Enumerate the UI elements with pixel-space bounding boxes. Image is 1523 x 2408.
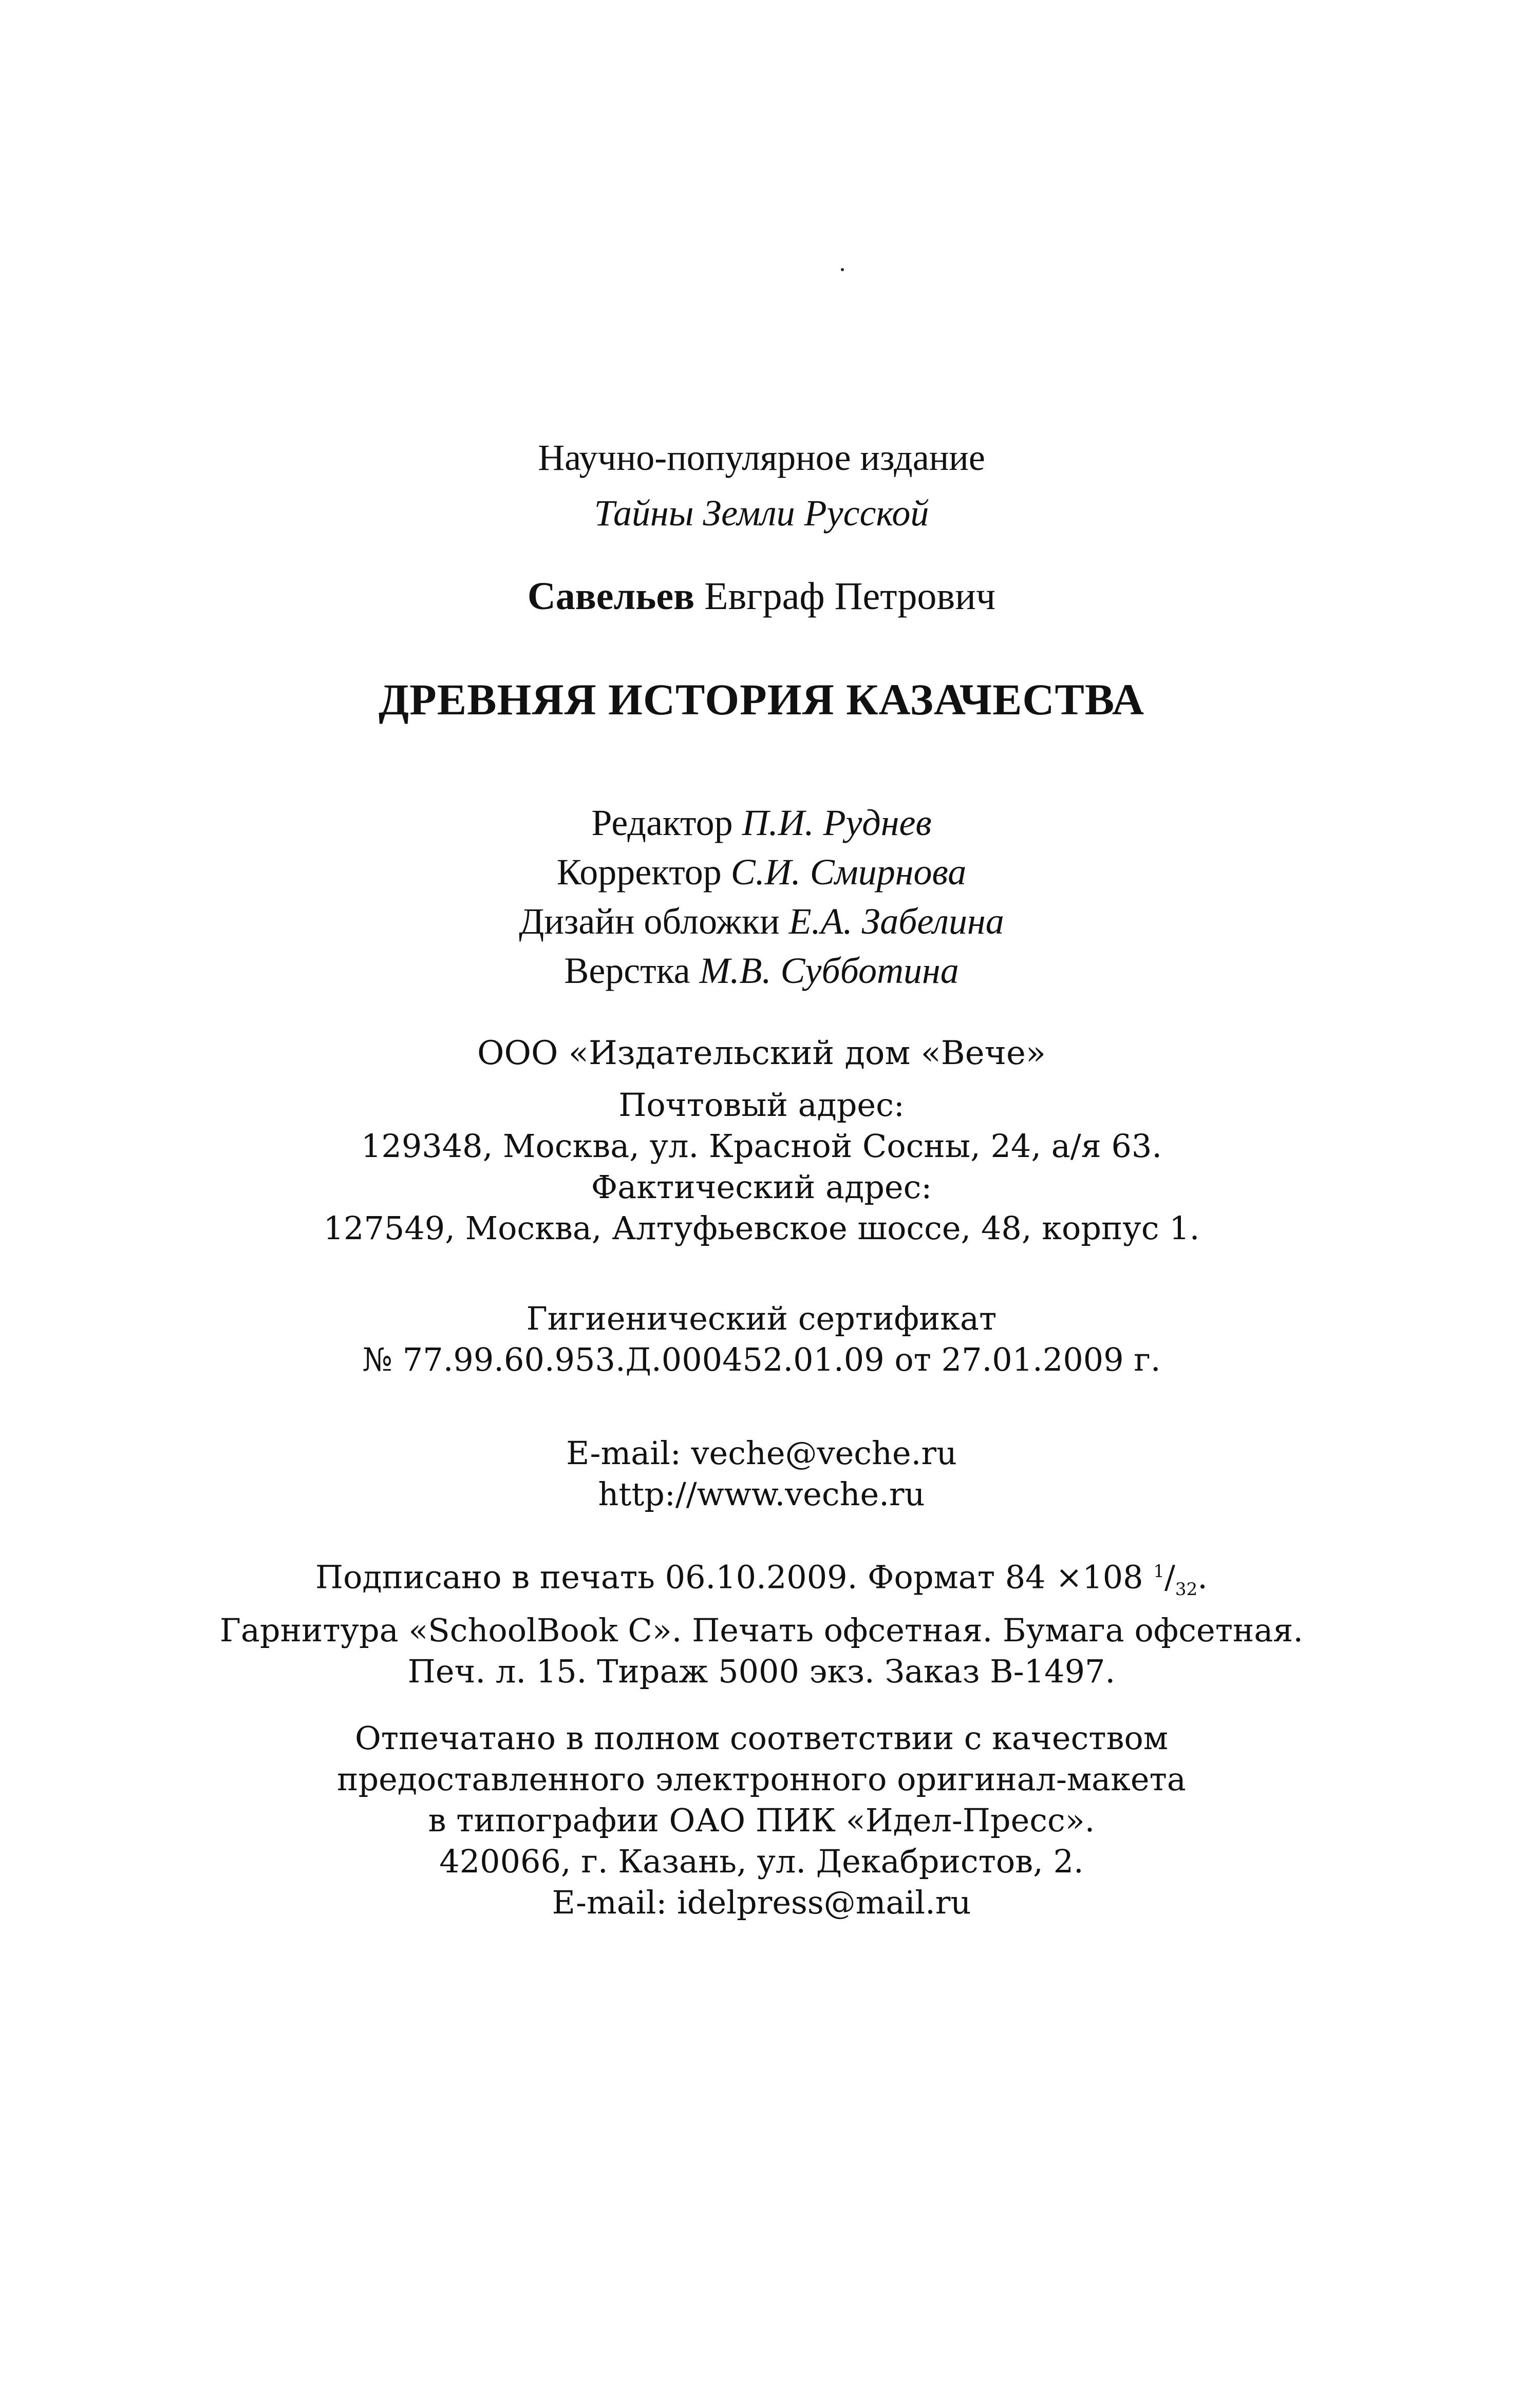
credit-name: П.И. Руднев xyxy=(742,802,932,843)
edition-type: Научно-популярное издание xyxy=(538,437,985,478)
print-run-line: Печ. л. 15. Тираж 5000 экз. Заказ В-1497. xyxy=(407,1653,1116,1691)
credit-name: М.В. Субботина xyxy=(699,950,959,991)
certificate-label: Гигиенический сертификат xyxy=(526,1300,997,1337)
credit-role: Дизайн обложки xyxy=(519,901,780,942)
publisher-email: E-mail: veche@veche.ru xyxy=(566,1434,957,1472)
actual-address-label: Фактический адрес: xyxy=(591,1168,932,1206)
signed-to-print-end: . xyxy=(1197,1558,1208,1596)
credit-role: Редактор xyxy=(591,802,733,843)
publisher-website: http://www.veche.ru xyxy=(598,1475,925,1513)
author-line xyxy=(0,574,1523,619)
actual-address: 127549, Москва, Алтуфьевское шоссе, 48, корпус 1. xyxy=(323,1209,1200,1247)
printer-line: предоставленного электронного оригинал-макета xyxy=(337,1760,1186,1798)
printer-line: Отпечатано в полном соответствии с качеством xyxy=(354,1719,1169,1757)
certificate-number: № 77.99.60.953.Д.000452.01.09 от 27.01.2009 г. xyxy=(362,1341,1161,1378)
signed-to-print-line xyxy=(0,1551,1523,1610)
credit-layout xyxy=(0,946,1523,995)
credit-editor xyxy=(0,798,1523,847)
credit-name: С.И. Смирнова xyxy=(730,851,967,893)
signed-to-print-text: Подписано в печать 06.10.2009. Формат 84 ×108 xyxy=(315,1558,1154,1596)
credit-name: Е.А. Забелина xyxy=(788,901,1004,942)
format-denominator: 32 xyxy=(1175,1579,1198,1600)
publisher-contacts xyxy=(0,1433,1523,1515)
postal-address-label: Почтовый адрес: xyxy=(618,1086,905,1124)
printer-info xyxy=(0,1718,1523,1923)
credit-cover-design xyxy=(0,897,1523,946)
printer-line: в типографии ОАО ПИК «Идел-Пресс». xyxy=(428,1802,1095,1839)
print-speck xyxy=(841,268,844,271)
credit-role: Верстка xyxy=(564,950,690,991)
format-slash: / xyxy=(1164,1558,1175,1596)
author-surname: Савельев xyxy=(527,575,695,618)
series-name: Тайны Земли Русской xyxy=(594,492,929,534)
typeface-line: Гарнитура «SchoolBook С». Печать офсетная. Бумага офсетная. xyxy=(219,1611,1304,1649)
postal-address: 129348, Москва, ул. Красной Сосны, 24, а/я 63. xyxy=(361,1127,1162,1165)
printer-email: E-mail: idelpress@mail.ru xyxy=(552,1884,971,1921)
series-header xyxy=(0,435,1523,535)
publisher-addresses xyxy=(0,1085,1523,1249)
printer-line: 420066, г. Казань, ул. Декабристов, 2. xyxy=(439,1843,1084,1880)
credit-proofreader xyxy=(0,847,1523,897)
publisher-name: ООО «Издательский дом «Вече» xyxy=(477,1034,1046,1072)
print-details xyxy=(0,1551,1523,1692)
credits-list xyxy=(0,798,1523,995)
hygiene-certificate xyxy=(0,1298,1523,1380)
author-given-names: Евграф Петрович xyxy=(704,575,996,618)
credit-role: Корректор xyxy=(556,851,722,893)
book-title: ДРЕВНЯЯ ИСТОРИЯ КАЗАЧЕСТВА xyxy=(379,675,1144,724)
format-numerator: 1 xyxy=(1153,1561,1164,1582)
